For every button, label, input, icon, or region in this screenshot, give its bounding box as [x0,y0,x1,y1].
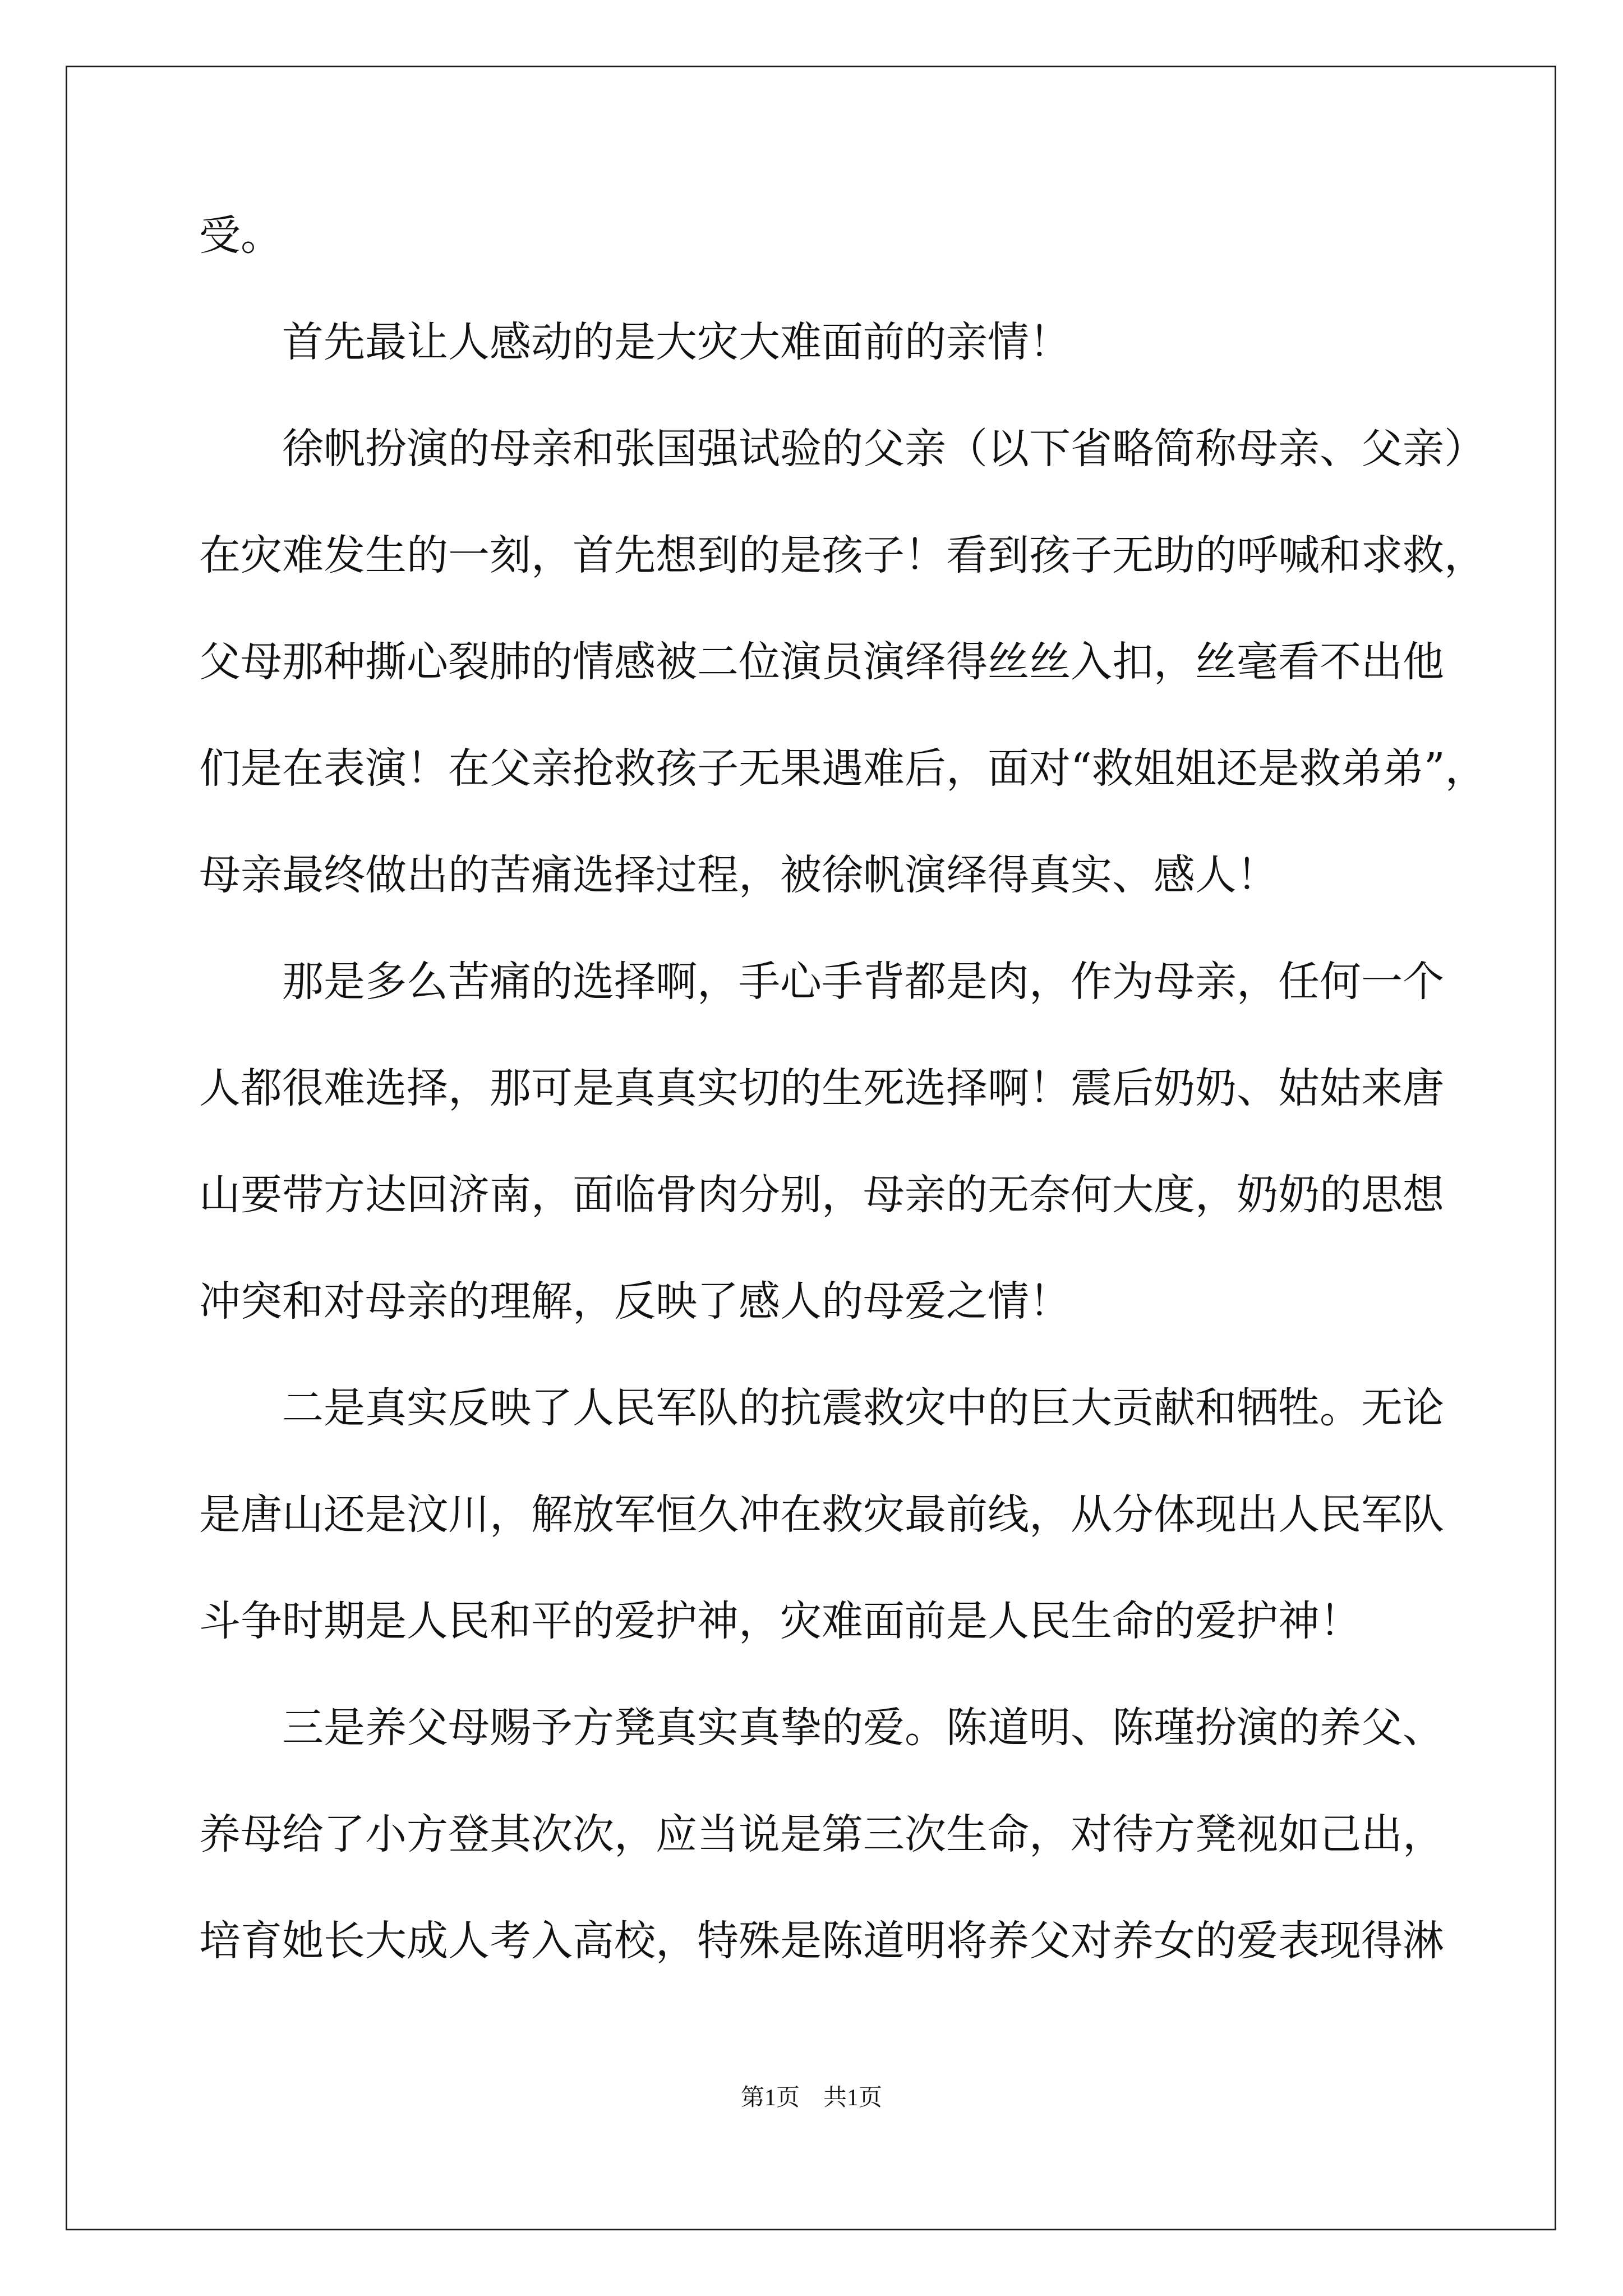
text-line: 山要带方达回济南，面临骨肉分别，母亲的无奈何大度，奶奶的思想 [199,1171,1444,1219]
text-line: 母亲最终做出的苦痛选择过程，被徐帆演绎得真实、感人！ [199,851,1278,899]
text-line: 斗争时期是人民和平的爱护神，灾难面前是人民生命的爱护神！ [199,1597,1361,1645]
text-line: 冲突和对母亲的理解，反映了感人的母爱之情！ [199,1277,1071,1326]
text-line: 受。 [199,211,282,260]
text-line: 三是养父母赐予方凳真实真挚的爱。陈道明、陈瑾扮演的养父、 [282,1704,1444,1752]
text-line: 人都很难选择，那可是真真实切的生死选择啊！震后奶奶、姑姑来唐 [199,1064,1444,1112]
text-line: 养母给了小方登其次次，应当说是第三次生命，对待方凳视如己出， [199,1810,1444,1858]
text-line: 们是在表演！在父亲抢救孩子无果遇难后，面对“救姐姐还是救弟弟”， [199,744,1487,793]
text-line: 那是多么苦痛的选择啊，手心手背都是肉，作为母亲，任何一个 [282,958,1444,1006]
page-number-footer: 第1页 共1页 [740,2085,882,2111]
page-border [66,66,1556,2230]
text-line: 培育她长大成人考入高校，特殊是陈道明将养父对养女的爱表现得淋 [199,1917,1444,1965]
text-line: 二是真实反映了人民军队的抗震救灾中的巨大贡献和牺牲。无论 [282,1384,1444,1432]
text-line: 父母那种撕心裂肺的情感被二位演员演绎得丝丝入扣，丝毫看不出他 [199,638,1444,686]
text-line: 首先最让人感动的是大灾大难面前的亲情！ [282,318,1071,366]
text-line: 是唐山还是汶川，解放军恒久冲在救灾最前线，从分体现出人民军队 [199,1490,1444,1539]
text-line: 徐帆扮演的母亲和张国强试验的父亲（以下省略简称母亲、父亲） [282,425,1486,473]
text-line: 在灾难发生的一刻，首先想到的是孩子！看到孩子无助的呼喊和求救， [199,531,1486,579]
